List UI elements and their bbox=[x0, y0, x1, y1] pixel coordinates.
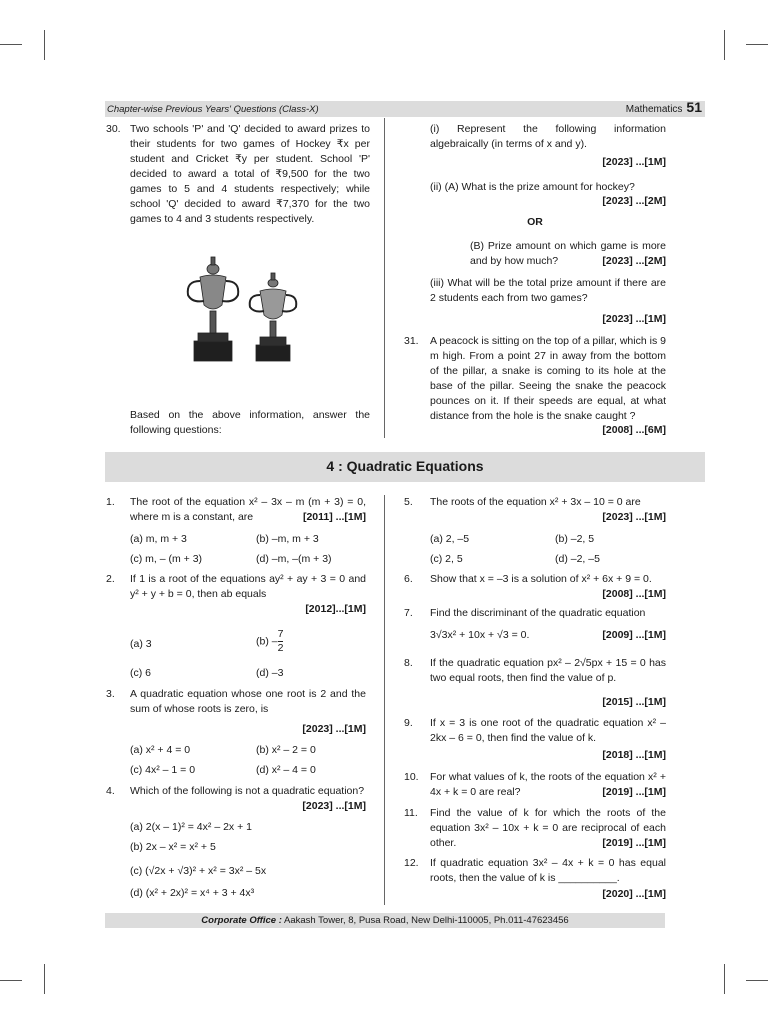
sub-question-ii-b: (B) Prize amount on which game is more and by how much? bbox=[470, 240, 666, 267]
marks-label: [2023] ...[2M] bbox=[602, 255, 666, 267]
column-divider bbox=[384, 495, 385, 905]
footer-address: Aakash Tower, 8, Pusa Road, New Delhi-110005, Ph.011-47623456 bbox=[284, 915, 569, 926]
option-a: (a) m, m + 3 bbox=[130, 533, 187, 545]
marks-label: [2008] ...[1M] bbox=[602, 588, 666, 600]
question-3-text: A quadratic equation whose one root is 2 and the sum of whose roots is zero, is bbox=[130, 688, 366, 715]
option-b: (b) x² – 2 = 0 bbox=[256, 744, 316, 756]
option-a: (a) 2(x – 1)² = 4x² – 2x + 1 bbox=[130, 821, 252, 833]
question-number: 4. bbox=[106, 785, 115, 797]
marks-label: [2008] ...[6M] bbox=[602, 424, 666, 436]
sub-question-iii: (iii) What will be the total prize amount if there are 2 students each from two games? bbox=[430, 277, 666, 304]
option-b: (b) –2, 5 bbox=[555, 533, 595, 545]
marks-label: [2023] ...[1M] bbox=[302, 723, 366, 735]
option-c: (c) 6 bbox=[130, 667, 151, 679]
equation: 3√3x² + 10x + √3 = 0. bbox=[430, 629, 530, 641]
question-4-text: Which of the following is not a quadratic equation? bbox=[130, 785, 365, 797]
crop-mark bbox=[0, 44, 22, 45]
question-number: 31. bbox=[404, 335, 419, 347]
marks-label: [2018] ...[1M] bbox=[602, 749, 666, 761]
marks-label: [2019] ...[1M] bbox=[602, 837, 666, 849]
question-2-text: If 1 is a root of the equations ay² + ay + 3 = 0 and y² + y + b = 0, then ab equals bbox=[130, 573, 366, 600]
trophies-image bbox=[172, 255, 307, 365]
column-divider bbox=[384, 118, 385, 438]
marks-label: [2023] ...[1M] bbox=[602, 511, 666, 523]
option-d: (d) (x² + 2x)² = x⁴ + 3 + 4x³ bbox=[130, 887, 255, 899]
option-b-label: (b) – bbox=[256, 635, 278, 648]
question-number: 11. bbox=[404, 807, 418, 819]
question-10-text: For what values of k, the roots of the equation x² + 4x + k = 0 are real? bbox=[430, 771, 666, 798]
question-6-text: Show that x = –3 is a solution of x² + 6x + 9 = 0. bbox=[430, 573, 652, 585]
based-on-info-text: Based on the above information, answer the following questions: bbox=[130, 409, 370, 436]
option-c: (c) 2, 5 bbox=[430, 553, 463, 565]
option-a: (a) 2, –5 bbox=[430, 533, 470, 545]
crop-mark bbox=[724, 964, 725, 994]
question-number: 12. bbox=[404, 857, 419, 869]
option-b: (b) 2x – x² = x² + 5 bbox=[130, 841, 216, 853]
option-c: (c) m, – (m + 3) bbox=[130, 553, 203, 565]
option-b bbox=[256, 628, 283, 655]
footer bbox=[105, 913, 665, 928]
question-8-text: If the quadratic equation px² – 2√5px + 15 = 0 has two equal roots, then find the value of p. bbox=[430, 657, 666, 684]
option-d: (d) –2, –5 bbox=[555, 553, 600, 565]
crop-mark bbox=[746, 980, 768, 981]
option-a: (a) 3 bbox=[130, 638, 152, 650]
marks-label: [2009] ...[1M] bbox=[602, 629, 666, 641]
question-1-text: The root of the equation x² – 3x – m (m + 3) = 0, where m is a constant, are bbox=[130, 496, 366, 523]
question-11-text: Find the value of k for which the roots of the equation 3x² – 10x + k = 0 are reciprocal of each other. bbox=[430, 807, 666, 849]
crop-mark bbox=[44, 964, 45, 994]
option-d: (d) x² – 4 = 0 bbox=[256, 764, 316, 776]
page-header-right bbox=[626, 100, 702, 117]
marks-label: [2020] ...[1M] bbox=[602, 888, 666, 900]
marks-label: [2019] ...[1M] bbox=[602, 786, 666, 798]
question-12-text: If quadratic equation 3x² – 4x + k = 0 has equal roots, then the value of k is __________. bbox=[430, 857, 666, 884]
question-9-text: If x = 3 is one root of the quadratic equation x² – 2kx – 6 = 0, then find the value of k. bbox=[430, 717, 666, 744]
section-title: 4 : Quadratic Equations bbox=[326, 458, 484, 474]
or-separator: OR bbox=[527, 216, 543, 228]
marks-label: [2023] ...[2M] bbox=[602, 195, 666, 207]
option-b: (b) –m, m + 3 bbox=[256, 533, 319, 545]
marks-label: [2015] ...[1M] bbox=[602, 696, 666, 708]
marks-label: [2012]...[1M] bbox=[305, 603, 366, 615]
question-number: 10. bbox=[404, 771, 419, 783]
marks-label: [2023] ...[1M] bbox=[602, 156, 666, 168]
sub-question-i: (i) Represent the following information algebraically (in terms of x and y). bbox=[430, 123, 666, 150]
question-number: 8. bbox=[404, 657, 413, 669]
crop-mark bbox=[724, 30, 725, 60]
question-number: 7. bbox=[404, 607, 413, 619]
option-c: (c) (√2x + √3)² + x² = 3x² – 5x bbox=[130, 865, 267, 877]
question-7-text: Find the discriminant of the quadratic equation bbox=[430, 607, 646, 619]
sub-question-ii: (ii) (A) What is the prize amount for hockey? bbox=[430, 181, 635, 193]
fraction-numerator: 7 bbox=[277, 628, 284, 640]
question-number: 2. bbox=[106, 573, 115, 585]
fraction-denominator: 2 bbox=[277, 642, 284, 654]
question-number: 6. bbox=[404, 573, 413, 585]
crop-mark bbox=[44, 30, 45, 60]
question-number: 5. bbox=[404, 496, 413, 508]
option-a: (a) x² + 4 = 0 bbox=[130, 744, 191, 756]
option-c: (c) 4x² – 1 = 0 bbox=[130, 764, 196, 776]
crop-mark bbox=[746, 44, 768, 45]
running-title: Chapter-wise Previous Years' Questions (Class-X) bbox=[107, 104, 319, 115]
question-30-text: Two schools 'P' and 'Q' decided to award prizes to their students for two games of Hockey ₹x per student and Cricket ₹y per student. School 'P' decided to award a total of ₹9,500 for the two games to 5 and 4 students respectively; while school 'Q' decided to award ₹7,370 for the two games to 4 and 3 students respectively. bbox=[130, 123, 370, 225]
option-d: (d) –3 bbox=[256, 667, 284, 679]
question-5-text: The roots of the equation x² + 3x – 10 = 0 are bbox=[430, 496, 641, 508]
question-31-text: A peacock is sitting on the top of a pillar, which is 9 m high. From a point 27 in away from the bottom of the pillar, a snake is coming to its hole at the base of the pillar. Seeing the snake the peacock pounces on it. If their speeds are equal, at what distance from the hole is the snake caught ? bbox=[430, 335, 666, 422]
crop-mark bbox=[0, 980, 22, 981]
marks-label: [2011] ...[1M] bbox=[302, 511, 366, 523]
subject-label: Mathematics bbox=[625, 104, 683, 115]
question-number: 9. bbox=[404, 717, 413, 729]
fraction bbox=[278, 628, 284, 655]
footer-label: Corporate Office : bbox=[201, 915, 282, 926]
marks-label: [2023] ...[1M] bbox=[602, 313, 666, 325]
question-number: 3. bbox=[106, 688, 115, 700]
page-number: 51 bbox=[686, 99, 702, 115]
marks-label: [2023] ...[1M] bbox=[302, 800, 366, 812]
question-number: 30. bbox=[106, 123, 121, 135]
option-d: (d) –m, –(m + 3) bbox=[256, 553, 332, 565]
question-number: 1. bbox=[106, 496, 115, 508]
